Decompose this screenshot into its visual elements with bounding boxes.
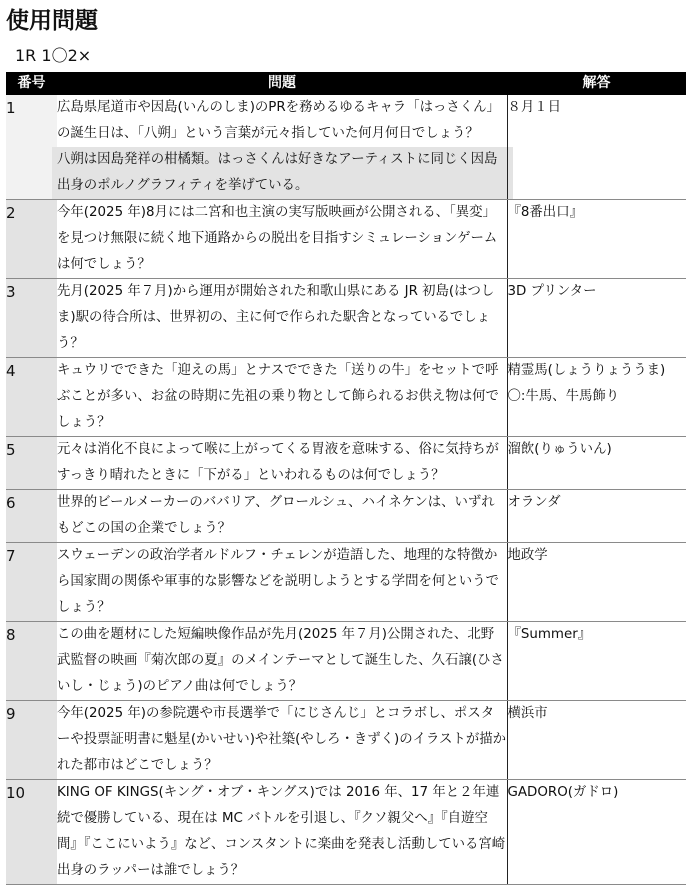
question-text: 今年(2025 年)の参院選や市長選挙で「にじさんじ」とコラボし、ポスターや投票証明書に魁星(かいせい)や社築(やしろ・きずく)のイラストが描かれた都市はどこでしょう？ (57, 701, 507, 780)
answer-text: 地政学 (508, 543, 686, 569)
row-answer (507, 358, 686, 437)
row-number: 6 (6, 490, 57, 543)
row-question (57, 95, 507, 200)
round-score-label: 1R 1〇2× (15, 44, 91, 68)
header-answer: 解答 (507, 72, 686, 95)
question-text: KING OF KINGS(キング・オブ・キングス)では 2016 年、17 年と２年連続で優勝している、現在は MC バトルを引退し、『クソ親父へ』『自遊空間』『ここにいよう』など、コンスタントに楽曲を発表し活動している宮崎出身のラッパーは誰でしょう？ (57, 780, 507, 885)
row-answer (507, 279, 686, 358)
row-answer (507, 622, 686, 701)
table-row (6, 780, 686, 885)
row-answer (507, 701, 686, 780)
row-answer (507, 200, 686, 279)
question-text: 元々は消化不良によって喉に上がってくる胃液を意味する、俗に気持ちがすっきり晴れたときに「下がる」といわれるものは何でしょう？ (57, 437, 507, 490)
answer-text: ８月１日 (508, 95, 686, 121)
table-row (6, 437, 686, 490)
question-text: 先月(2025 年７月)から運用が開始された和歌山県にある JR 初島(はつしま)駅の待合所は、世界初の、主に何で作られた駅舎となっているでしょう？ (57, 279, 507, 358)
row-number: 1 (6, 95, 57, 200)
question-table (6, 72, 686, 885)
row-number: 9 (6, 701, 57, 780)
question-text: 今年(2025 年)8月には二宮和也主演の実写版映画が公開される、「異変」を見つけ無限に続く地下通路からの脱出を目指すシミュレーションゲームは何でしょう？ (57, 200, 507, 279)
row-number: 10 (6, 780, 57, 885)
table-row (6, 279, 686, 358)
question-text: スウェーデンの政治学者ルドルフ・チェレンが造語した、地理的な特徴から国家間の関係や軍事的な影響などを説明しようとする学問を何というでしょう？ (57, 543, 507, 622)
answer-text: 横浜市 (508, 701, 686, 727)
row-answer (507, 780, 686, 885)
row-number: 3 (6, 279, 57, 358)
table-row (6, 95, 686, 200)
answer-text: 溜飲(りゅういん) (508, 437, 686, 463)
row-answer (507, 437, 686, 490)
answer-text: 『8番出口』 (508, 200, 686, 226)
page-title: 使用問題 (6, 2, 98, 40)
table-row (6, 701, 686, 780)
answer-text: 3D プリンター (508, 279, 686, 305)
question-text: この曲を題材にした短編映像作品が先月(2025 年７月)公開された、北野武監督の映画『菊次郎の夏』のメインテーマとして誕生した、久石譲(ひさいし・じょう)のピアノ曲は何でしょう？ (57, 622, 507, 701)
header-number: 番号 (6, 72, 57, 95)
answer-text: 『Summer』 (508, 622, 686, 648)
table-row (6, 358, 686, 437)
table-row (6, 490, 686, 543)
row-answer (507, 490, 686, 543)
row-answer (507, 95, 686, 200)
question-hint: 八朔は因島発祥の柑橘類。はっさくんは好きなアーティストに同じく因島出身のポルノグラフィティを挙げている。 (52, 147, 513, 199)
answer-alternate-text: 〇:牛馬、牛馬飾り (508, 384, 686, 410)
row-number: 5 (6, 437, 57, 490)
row-number: 4 (6, 358, 57, 437)
question-text: 広島県尾道市や因島(いんのしま)のPRを務めるゆるキャラ「はっさくん」の誕生日は、「八朔」という言葉が元々指していた何月何日でしょう？ (57, 95, 507, 147)
answer-text: オランダ (508, 490, 686, 516)
row-number: 7 (6, 543, 57, 622)
question-text: 世界的ビールメーカーのババリア、グロールシュ、ハイネケンは、いずれもどこの国の企業でしょう？ (57, 490, 507, 543)
answer-text: GADORO(ガドロ) (508, 780, 686, 806)
table-row (6, 543, 686, 622)
table-header-row (6, 72, 686, 95)
row-number: 2 (6, 200, 57, 279)
header-question: 問題 (57, 72, 507, 95)
answer-text: 精霊馬(しょうりょううま) (508, 358, 686, 384)
row-answer (507, 543, 686, 622)
table-row (6, 200, 686, 279)
question-text: キュウリでできた「迎えの馬」とナスでできた「送りの牛」をセットで呼ぶことが多い、お盆の時期に先祖の乗り物として飾られるお供え物は何でしょう？ (57, 358, 507, 437)
row-number: 8 (6, 622, 57, 701)
table-row (6, 622, 686, 701)
